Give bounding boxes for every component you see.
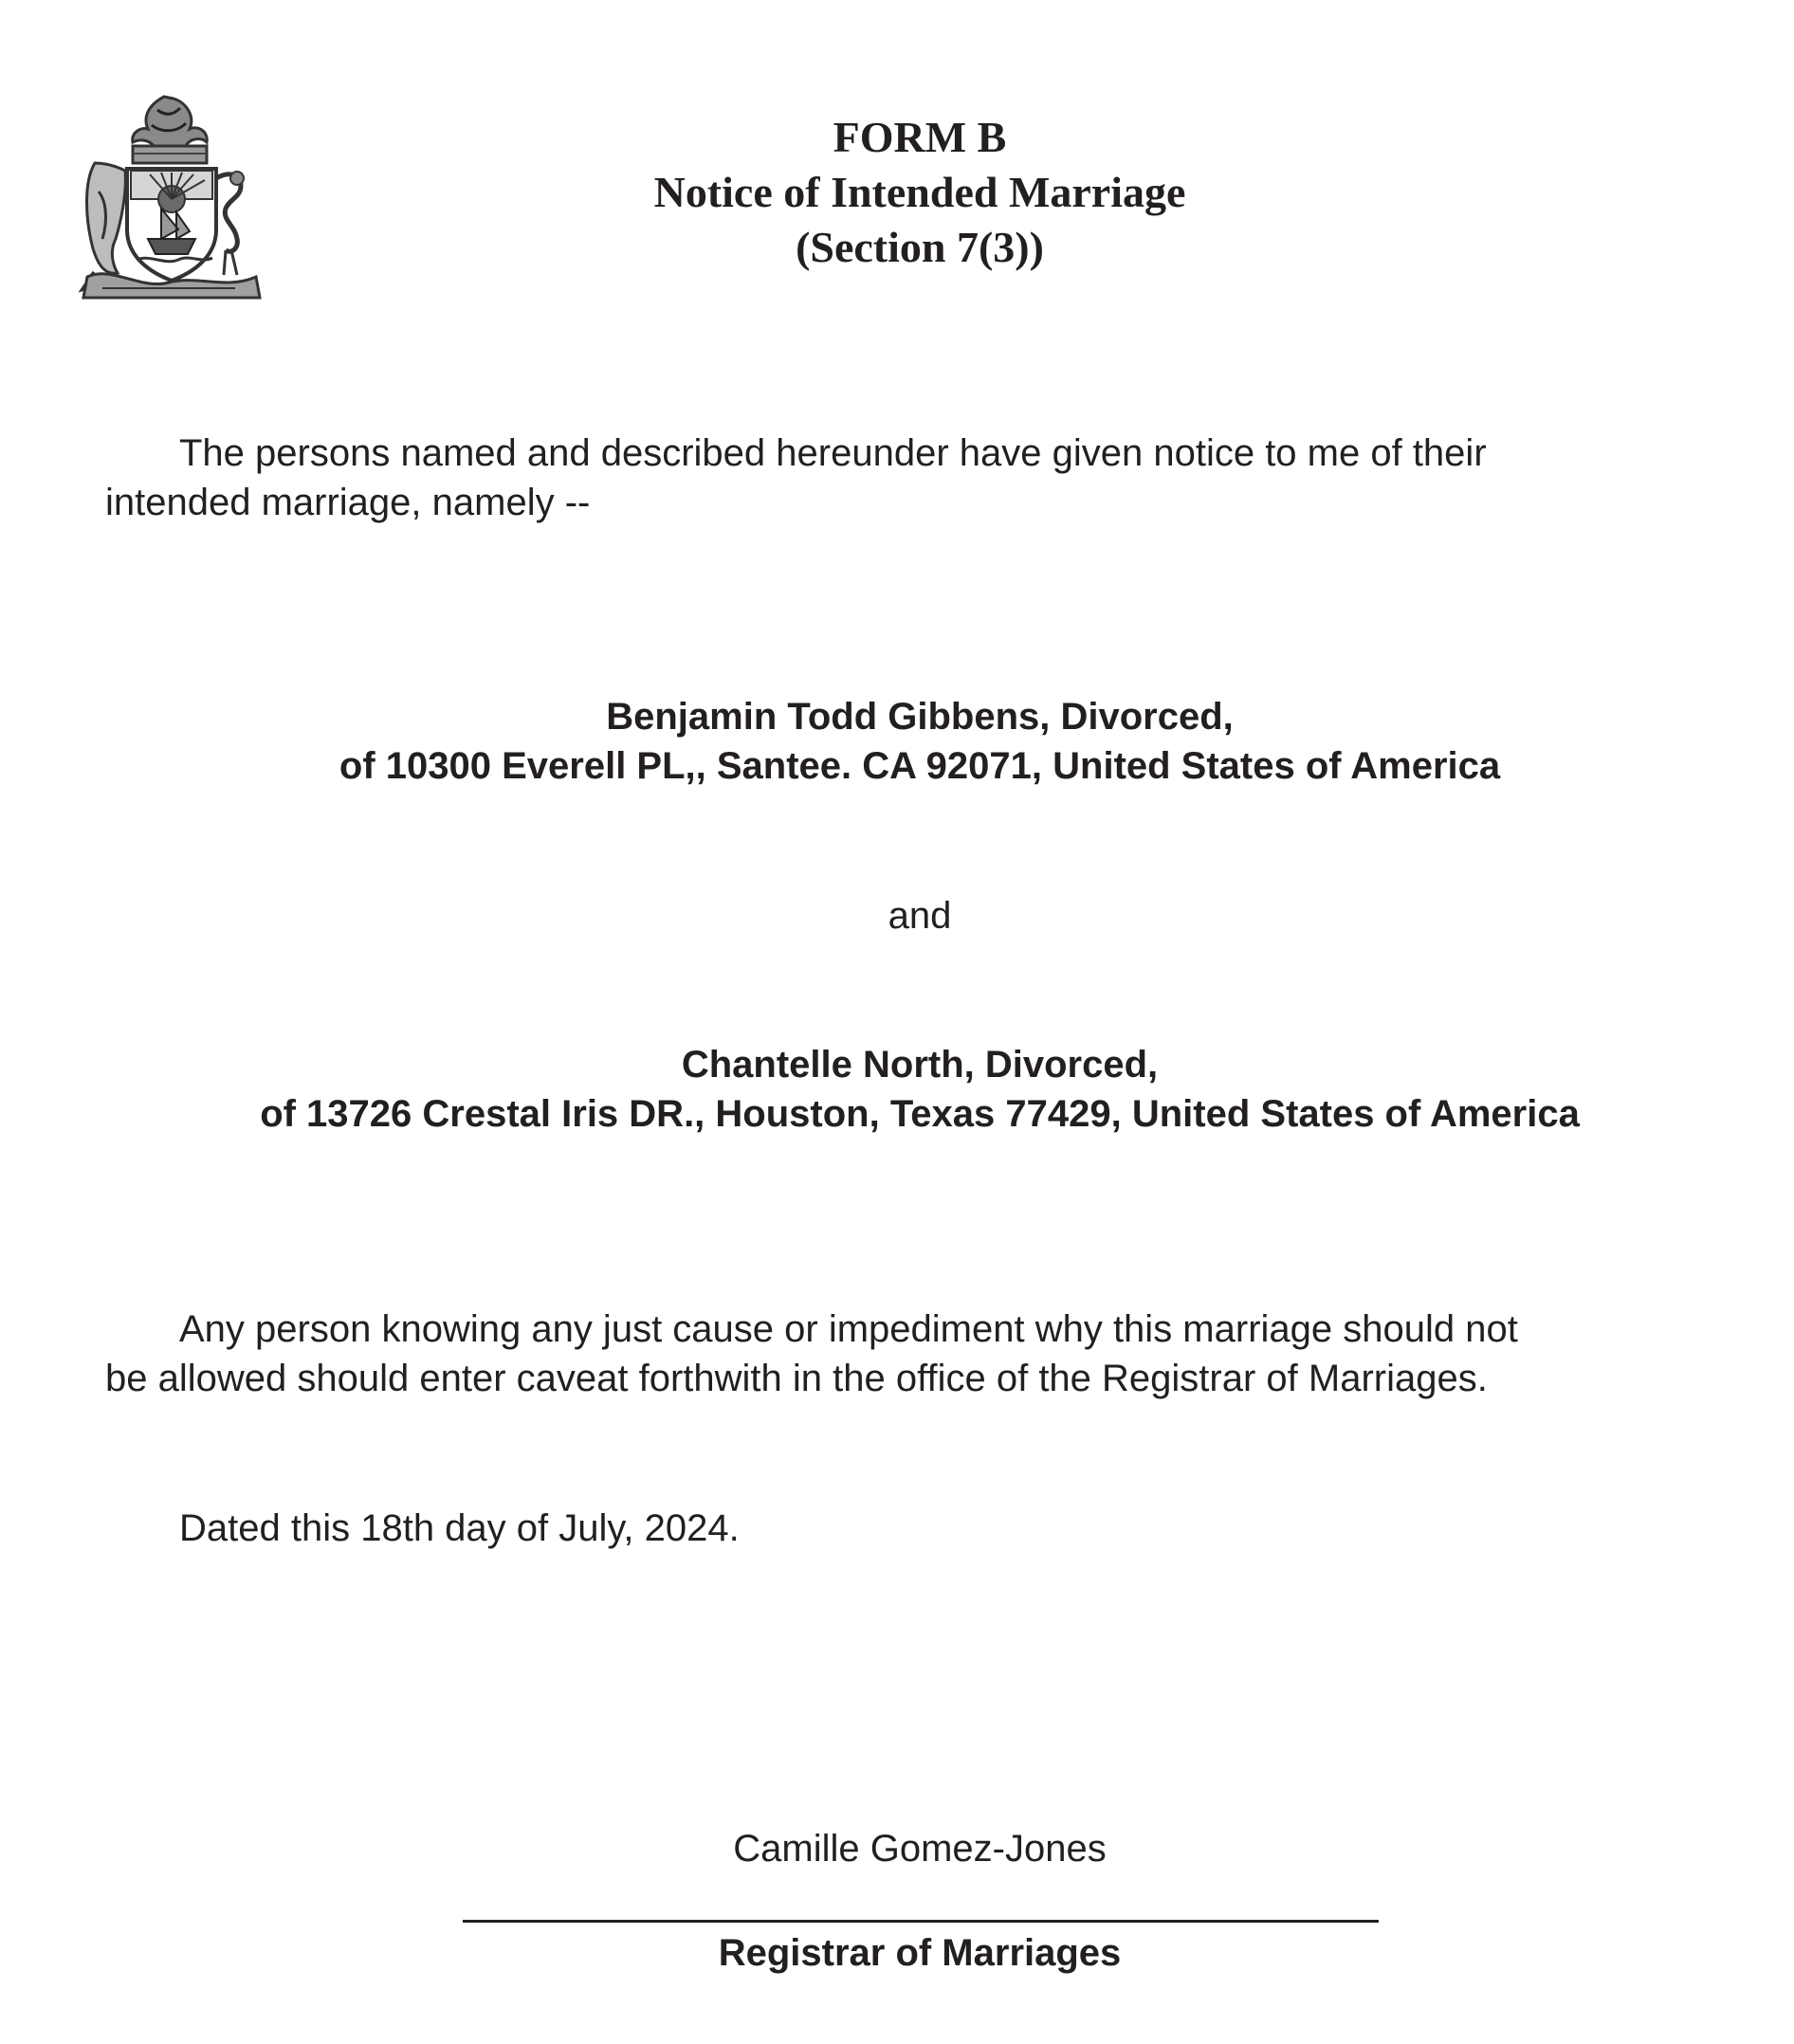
party-1-name: Benjamin Todd Gibbens, Divorced, — [606, 696, 1234, 738]
document-header — [0, 110, 1794, 275]
party-2-address: of 13726 Crestal Iris DR., Houston, Texas 77429, United States of America — [260, 1093, 1580, 1135]
signature-line — [463, 1920, 1379, 1923]
signer-title: Registrar of Marriages — [718, 1932, 1122, 1974]
intro-paragraph — [105, 429, 1717, 527]
caveat-line-2: be allowed should enter caveat forthwith in the office of the Registrar of Marriages. — [105, 1358, 1488, 1399]
caveat-paragraph — [105, 1305, 1717, 1403]
party-2 — [0, 1040, 1794, 1139]
party-1-address: of 10300 Everell PL,, Santee. CA 92071, United States of America — [339, 745, 1501, 787]
caveat-line-1: Any person knowing any just cause or impediment why this marriage should not — [179, 1308, 1518, 1350]
party-2-name: Chantelle North, Divorced, — [681, 1044, 1159, 1086]
form-section: (Section 7(3)) — [796, 223, 1044, 271]
party-1 — [0, 692, 1794, 791]
form-label: FORM B — [833, 113, 1007, 161]
intro-line-1: The persons named and described hereunder have given notice to me of their — [179, 432, 1487, 474]
form-title: Notice of Intended Marriage — [653, 168, 1186, 216]
intro-line-2: intended marriage, namely -- — [105, 482, 591, 523]
signer-name: Camille Gomez-Jones — [733, 1828, 1107, 1870]
conjunction-text: and — [888, 895, 952, 937]
dated-line: Dated this 18th day of July, 2024. — [179, 1507, 740, 1549]
